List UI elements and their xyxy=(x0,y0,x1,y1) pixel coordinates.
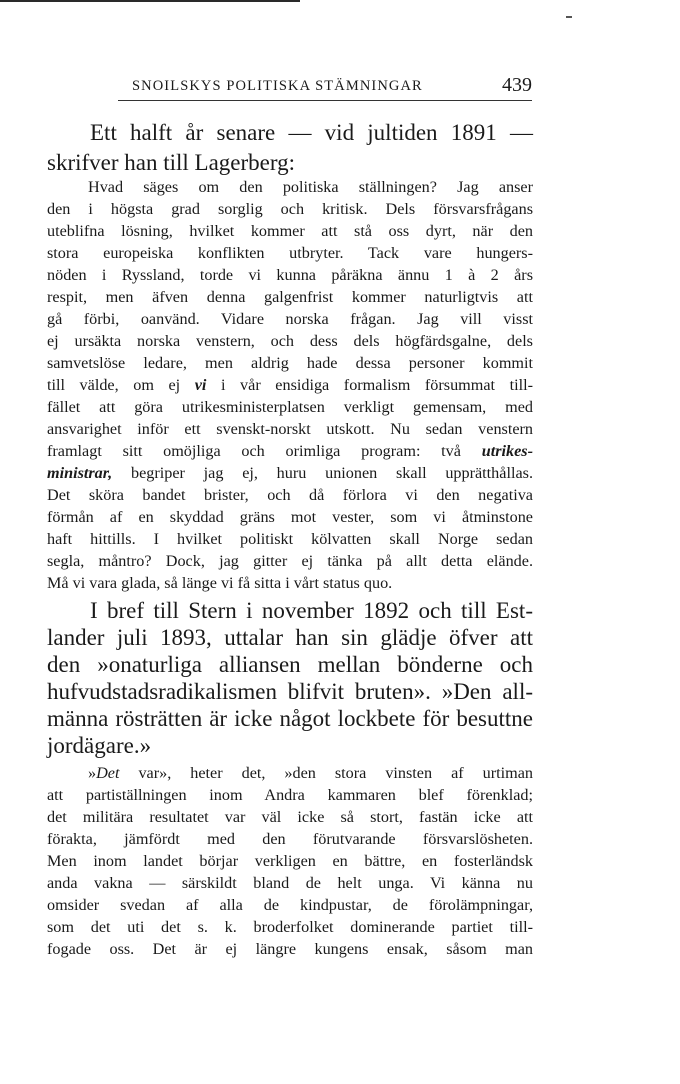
quote-line: till välde, om ej vi i vår ensidiga formalism försummat till- xyxy=(47,376,533,394)
quote-line: »Det var», heter det, »den stora vinsten af urtiman xyxy=(88,764,533,782)
body-line: lander juli 1893, uttalar han sin glädje öfver att xyxy=(47,625,533,650)
running-title: SNOILSKYS POLITISKA STÄMNINGAR xyxy=(132,78,423,94)
quote-line: Det sköra bandet brister, och då förlora vi den negativa xyxy=(47,486,533,504)
body-line: skrifver han till Lagerberg: xyxy=(47,150,296,175)
quote-line: respit, men äfven denna galgenfrist kommer naturligtvis att xyxy=(47,288,533,306)
quote-line: uteblifna lösning, hvilket kommer att stå oss dyrt, när den xyxy=(47,222,533,240)
body-line: hufvudstadsradikalismen blifvit bruten». »Den all- xyxy=(47,679,533,704)
top-edge-rule xyxy=(0,0,300,2)
quote-line: Men inom landet börjar verkligen en bättre, en fosterländsk xyxy=(47,852,533,870)
header-rule xyxy=(118,100,532,101)
emphasis: ministrar, xyxy=(47,464,113,482)
running-header xyxy=(118,74,532,98)
quote-line: som det uti det s. k. broderfolket dominerande partiet till- xyxy=(47,918,533,936)
quote-line: ansvarighet inför ett svenskt-norskt utskott. Nu sedan venstern xyxy=(47,420,533,438)
quote-line: Hvad säges om den politiska ställningen? Jag anser xyxy=(88,178,533,196)
emphasis: Det xyxy=(96,764,120,782)
quote-line: fogade oss. Det är ej längre kungens ensak, såsom man xyxy=(47,940,533,958)
body-line: Ett halft år senare — vid jultiden 1891 — xyxy=(90,120,533,145)
quote-line: stora europeiska konflikten utbryter. Tack vare hungers- xyxy=(47,244,533,262)
quote-line: anda vakna — särskildt bland de helt unga. Vi känna nu xyxy=(47,874,533,892)
quote-line: haft hittills. I hvilket politiskt kölvatten skall Norge sedan xyxy=(47,530,533,548)
emphasis: utrikes- xyxy=(481,442,533,460)
corner-mark xyxy=(566,16,572,18)
quote-line: nöden i Ryssland, torde vi kunna påräkna ännu 1 à 2 års xyxy=(47,266,533,284)
quote-line: fället att göra utrikesministerplatsen verkligt gemensam, med xyxy=(47,398,533,416)
quote-line: framlagt sitt omöjliga och orimliga program: två utrikes- xyxy=(47,442,533,460)
quote-line: gå förbi, oanvänd. Vidare norska frågan. Jag vill visst xyxy=(47,310,533,328)
quote-line: segla, måntro? Dock, jag gitter ej tänka på allt detta elände. xyxy=(47,552,533,570)
body-line: den »onaturliga alliansen mellan bönderne och xyxy=(47,652,533,677)
quote-line: samvetslöse ledare, men aldrig hade dessa personer kommit xyxy=(47,354,533,372)
quote-line: den i högsta grad sorglig och kritisk. Dels försvarsfrågans xyxy=(47,200,533,218)
quote-line: Må vi vara glada, så länge vi få sitta i vårt status quo. xyxy=(47,574,393,592)
quote-line: ej ursäkta norska venstern, och dess dels högfärdsgalne, dels xyxy=(47,332,533,350)
body-line: I bref till Stern i november 1892 och till Est- xyxy=(90,598,533,623)
body-line: jordägare.» xyxy=(47,733,152,758)
body-line: männa rösträtten är icke något lockbete för besuttne xyxy=(47,706,533,731)
quote-line: förakta, jämfördt med den förutvarande försvarslösheten. xyxy=(47,830,533,848)
quote-line: ministrar, begriper jag ej, huru unionen skall upprätthållas. xyxy=(47,464,533,482)
page-number: 439 xyxy=(502,74,532,96)
quote-line: omsider svedan af alla de kindpustar, de förolämpningar, xyxy=(47,896,533,914)
quote-line: att partiställningen inom Andra kammaren blef förenklad; xyxy=(47,786,533,804)
quote-line: det militära resultatet var väl icke så stort, fastän icke att xyxy=(47,808,533,826)
emphasis: vi xyxy=(194,376,207,394)
quote-line: förmån af en skyddad gräns mot vester, som vi åtminstone xyxy=(47,508,533,526)
